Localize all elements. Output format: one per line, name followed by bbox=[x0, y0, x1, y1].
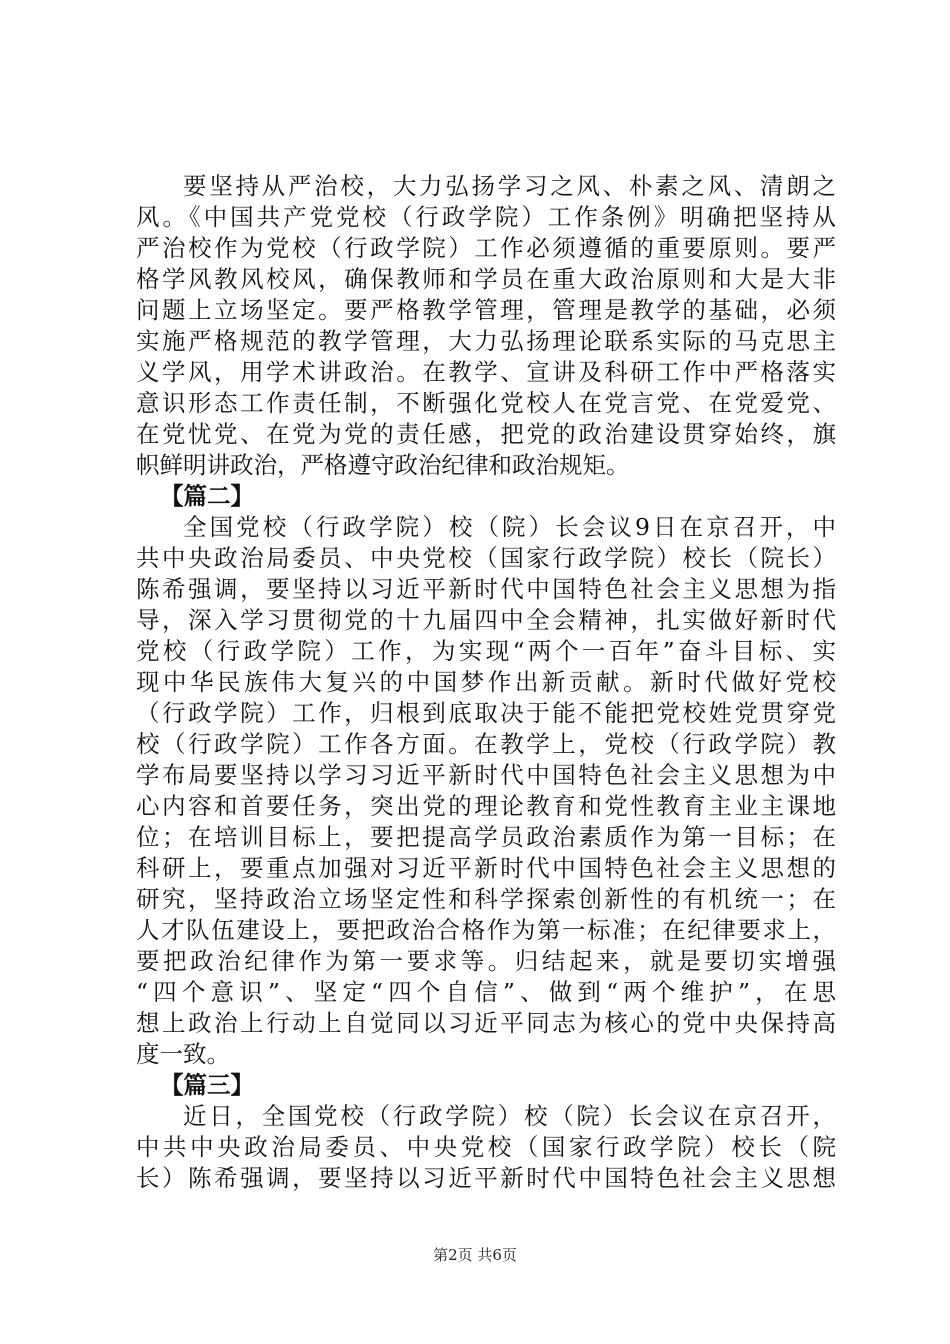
text-line: 导，深入学习贯彻党的十九届四中全会精神，扎实做好新时代 bbox=[136, 606, 836, 634]
text-line: （行政学院）工作，归根到底取决于能不能把党校姓党贯穿党 bbox=[136, 699, 836, 727]
text-line: 问题上立场坚定。要严格教学管理，管理是教学的基础，必须 bbox=[136, 296, 836, 324]
section-heading: 【篇二】 bbox=[160, 482, 254, 510]
text-line: 位；在培训目标上，要把提高学员政治素质作为第一目标；在 bbox=[136, 823, 836, 851]
section-heading: 【篇三】 bbox=[160, 1071, 254, 1099]
text-line: 义学风，用学术讲政治。在教学、宣讲及科研工作中严格落实 bbox=[136, 358, 836, 386]
body-text bbox=[136, 171, 836, 1194]
text-line: 要坚持从严治校，大力弘扬学习之风、朴素之风、清朗之 bbox=[183, 172, 836, 200]
text-line: 共中央政治局委员、中央党校（国家行政学院）校长（院长） bbox=[136, 544, 836, 572]
text-line: 人才队伍建设上，要把政治合格作为第一标准；在纪律要求上， bbox=[136, 916, 836, 944]
text-line: 帜鲜明讲政治，严格遵守政治纪律和政治规矩。 bbox=[136, 451, 630, 479]
text-line: 度一致。 bbox=[136, 1040, 230, 1068]
text-line: 心内容和首要任务，突出党的理论教育和党性教育主业主课地 bbox=[136, 792, 836, 820]
text-line: 意识形态工作责任制，不断强化党校人在党言党、在党爱党、 bbox=[136, 389, 836, 417]
text-line: 格学风教风校风，确保教师和学员在重大政治原则和大是大非 bbox=[136, 265, 836, 293]
text-line: 校（行政学院）工作各方面。在教学上，党校（行政学院）教 bbox=[136, 730, 836, 758]
text-line: 全国党校（行政学院）校（院）长会议9日在京召开，中 bbox=[183, 513, 836, 541]
text-line: 实施严格规范的教学管理，大力弘扬理论联系实际的马克思主 bbox=[136, 327, 836, 355]
text-line: 党校（行政学院）工作，为实现“两个一百年”奋斗目标、实 bbox=[136, 637, 836, 665]
text-line: 严治校作为党校（行政学院）工作必须遵循的重要原则。要严 bbox=[136, 234, 836, 262]
text-line: 中共中央政治局委员、中央党校（国家行政学院）校长（院 bbox=[136, 1133, 836, 1161]
text-line: 近日，全国党校（行政学院）校（院）长会议在京召开， bbox=[183, 1102, 836, 1130]
text-line: “四个意识”、坚定“四个自信”、做到“两个维护”，在思 bbox=[136, 978, 836, 1006]
page-footer: 第2页 共6页 bbox=[433, 1246, 517, 1264]
text-line: 科研上，要重点加强对习近平新时代中国特色社会主义思想的 bbox=[136, 854, 836, 882]
text-line: 长）陈希强调，要坚持以习近平新时代中国特色社会主义思想 bbox=[136, 1164, 836, 1192]
text-line: 陈希强调，要坚持以习近平新时代中国特色社会主义思想为指 bbox=[136, 575, 836, 603]
text-line: 研究，坚持政治立场坚定性和科学探索创新性的有机统一；在 bbox=[136, 885, 836, 913]
text-line: 现中华民族伟大复兴的中国梦作出新贡献。新时代做好党校 bbox=[136, 668, 836, 696]
text-line: 要把政治纪律作为第一要求等。归结起来，就是要切实增强 bbox=[136, 947, 836, 975]
text-line: 想上政治上行动上自觉同以习近平同志为核心的党中央保持高 bbox=[136, 1009, 836, 1037]
text-line: 学布局要坚持以学习习近平新时代中国特色社会主义思想为中 bbox=[136, 761, 836, 789]
text-line: 风。《中国共产党党校（行政学院）工作条例》明确把坚持从 bbox=[136, 203, 836, 231]
text-line: 在党忧党、在党为党的责任感，把党的政治建设贯穿始终，旗 bbox=[136, 420, 836, 448]
